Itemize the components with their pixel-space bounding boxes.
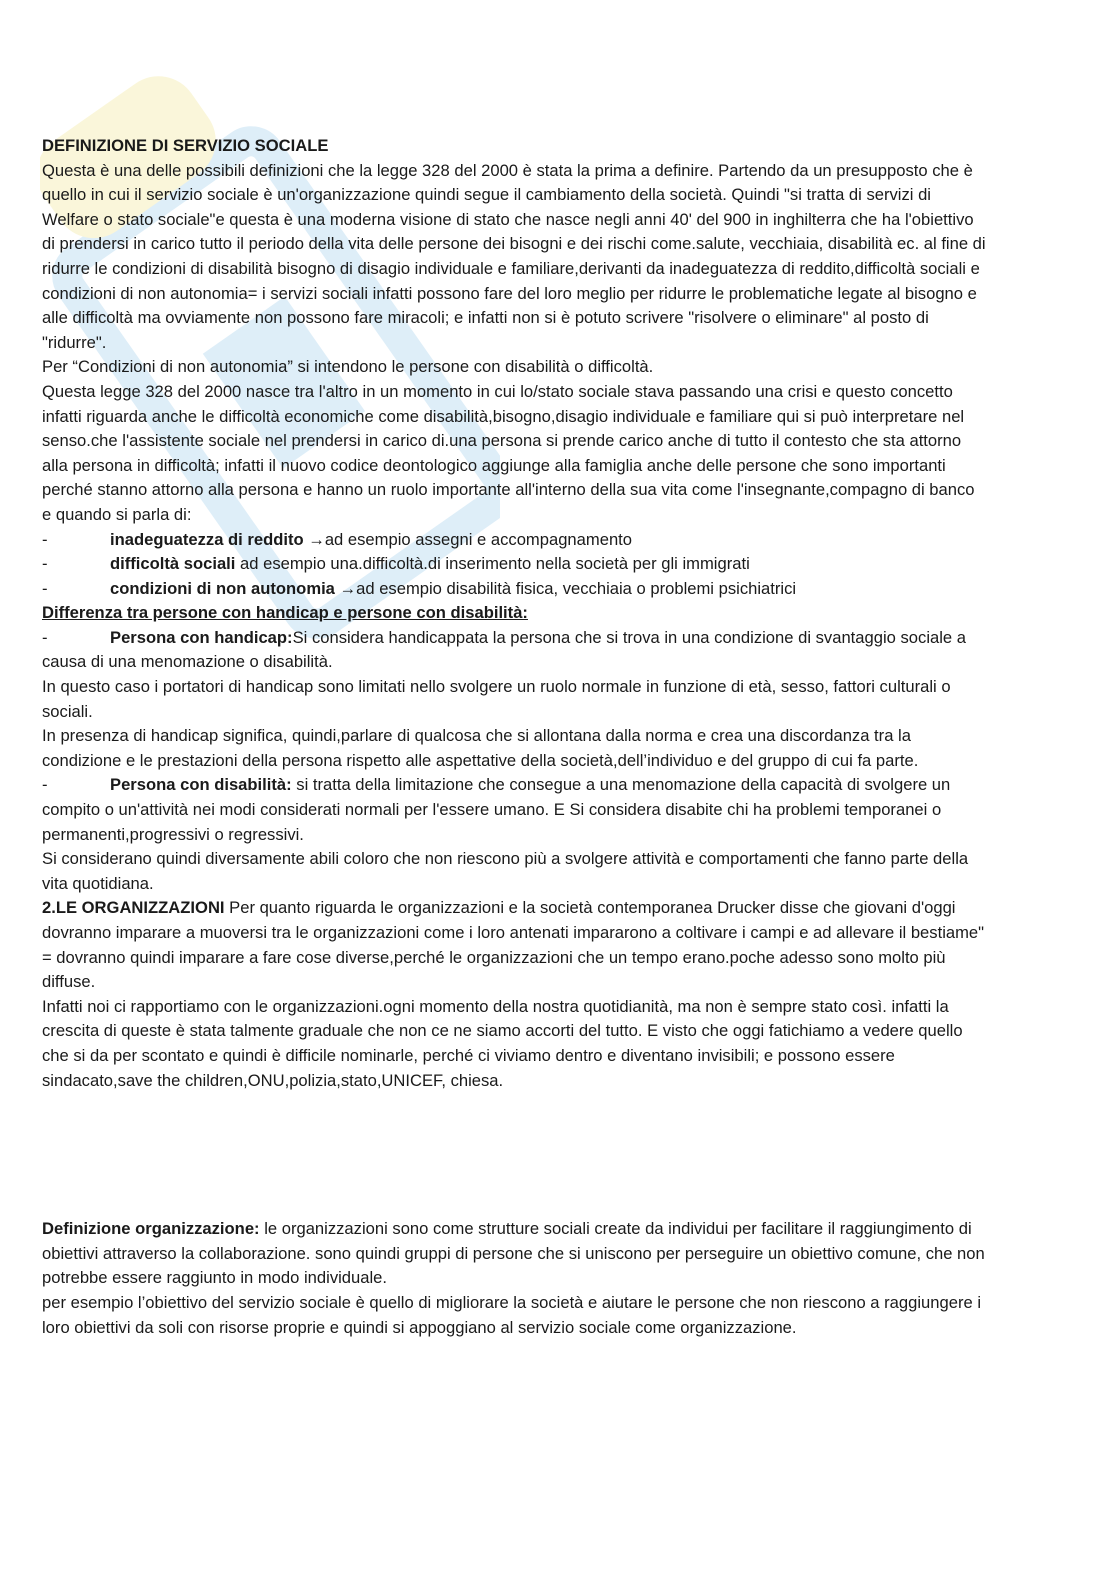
disabilita-item: - Persona con disabilità: si tratta della limitazione che consegue a una menomazione della capacità di svolgere un compito o un'attività nei modi considerati normali per l'essere umano. E Si considera disabite chi ha problemi temporanei o permanenti,progressivi o regressivi. [42,775,951,844]
definizione-organizzazione: Definizione organizzazione: le organizzazioni sono come strutture sociali create da individui per facilitare il raggiungimento di obiettivi attraverso la collaborazione. sono quindi gruppi di persone che si uniscono per perseguire un obiettivo comune, che non potrebbe essere raggiunto in modo individuale. [42,1219,985,1288]
paragraph-8: per esempio l’obiettivo del servizio sociale è quello di migliorare la società e aiutare le persone che non riescono a raggiungere i loro obiettivi da soli con risorse proprie e quindi si appoggiano al servizio sociale come organizzazione. [42,1292,982,1337]
paragraph-6: Si considerano quindi diversamente abili coloro che non riescono più a svolgere attività e comportamenti che fanno parte della vita quotidiana. [42,849,969,893]
list-item: - condizioni di non autonomia →ad esempio disabilità fisica, vecchiaia o problemi psichiatrici [42,578,797,598]
paragraph-2: Per “Condizioni di non autonomia” si intendono le persone con disabilità o difficoltà. [42,357,654,377]
paragraph-7: Infatti noi ci rapportiamo con le organizzazioni.ogni momento della nostra quotidianità, ma non è sempre stato così. infatti la crescita di queste è stata talmente graduale che non ce ne siamo accorti del tutto. E visto che oggi fatichiamo a vedere quello che si da per scontato e quindi è difficile nominarle, perché ci viviamo dentro e diventano invisibili; e possono essere sindacato,save the children,ONU,polizia,stato,UNICEF, chiesa. [42,996,963,1090]
list-item: - difficoltà sociali ad esempio una.difficoltà.di inserimento nella società per gli immigrati [42,554,750,574]
paragraph-1: Questa è una delle possibili definizioni che la legge 328 del 2000 è stata la prima a definire. Partendo da un presupposto che è quello in cui il servizio sociale è un'organizzazione quindi segue il cambiamento della società. Quindi "si tratta di servizi di Welfare o stato sociale"e questa è una moderna visione di stato che nasce negli anni 40' del 900 in inghilterra che ha l'obiettivo di prendersi in carico tutto il periodo della vita delle persone dei bisogni e dei rischi come.salute, vecchiaia, disabilità ec. al fine di ridurre le condizioni di disabilità bisogno di disagio individuale e familiare,derivanti da inadeguatezza di reddito,difficoltà sociali e condizioni di non autonomia= i servizi sociali infatti possono fare del loro meglio per ridurre le problematiche legate al bisogno e alle difficoltà ma ovviamente non possono fare miracoli; e infatti non si è potuto scrivere "risolvere o eliminare" al posto di "ridurre". [42,160,986,352]
paragraph-3: Questa legge 328 del 2000 nasce tra l'altro in un momento in cui lo/stato sociale stava passando una crisi e questo concetto infatti riguarda anche le difficoltà economiche come disabilità,bisogno,disagio individuale e familiare qui si può interpretare nel senso.che l'assistente sociale nel prendersi in carico di.una persona si prende carico anche di tutto il contesto che sta attorno alla persona in difficoltà; infatti il nuovo codice deontologico aggiunge alla famiglia anche delle persone che sono importanti perché stanno attorno alla persona e hanno un ruolo importante all'interno della sua vita come l'insegnante,compagno di banco e quando si parla di: [42,381,975,524]
paragraph-4: In questo caso i portatori di handicap sono limitati nello svolgere un ruolo normale in funzione di età, sesso, fattori culturali o sociali. [42,677,951,721]
spacer [42,1093,987,1217]
doc-title: DEFINIZIONE DI SERVIZIO SOCIALE [42,136,329,155]
list-item: - inadeguatezza di reddito →ad esempio assegni e accompagnamento [42,529,633,549]
paragraph-5: In presenza di handicap significa, quindi,parlare di qualcosa che si allontana dalla norma e crea una discordanza tra la condizione e le prestazioni della persona rispetto alle aspettative della società,dell’individuo e del gruppo di cui fa parte. [42,726,919,770]
document-page [42,134,987,1340]
organizzazioni-section: 2.LE ORGANIZZAZIONI Per quanto riguarda le organizzazioni e la società contemporanea Drucker disse che giovani d'oggi dovranno imparare a muoversi tra le organizzazioni come i loro antenati impararono a coltivare i campi e ad allevare il bestiame" = dovranno quindi imparare a fare cose diverse,perché le organizzazioni che un tempo erano.poche adesso sono molto più diffuse. [42,898,985,992]
handicap-item: - Persona con handicap:Si considera handicappata la persona che si trova in una condizione di svantaggio sociale a causa di una menomazione o disabilità. [42,627,966,672]
section-subtitle: Differenza tra persone con handicap e persone con disabilità: [42,603,528,623]
